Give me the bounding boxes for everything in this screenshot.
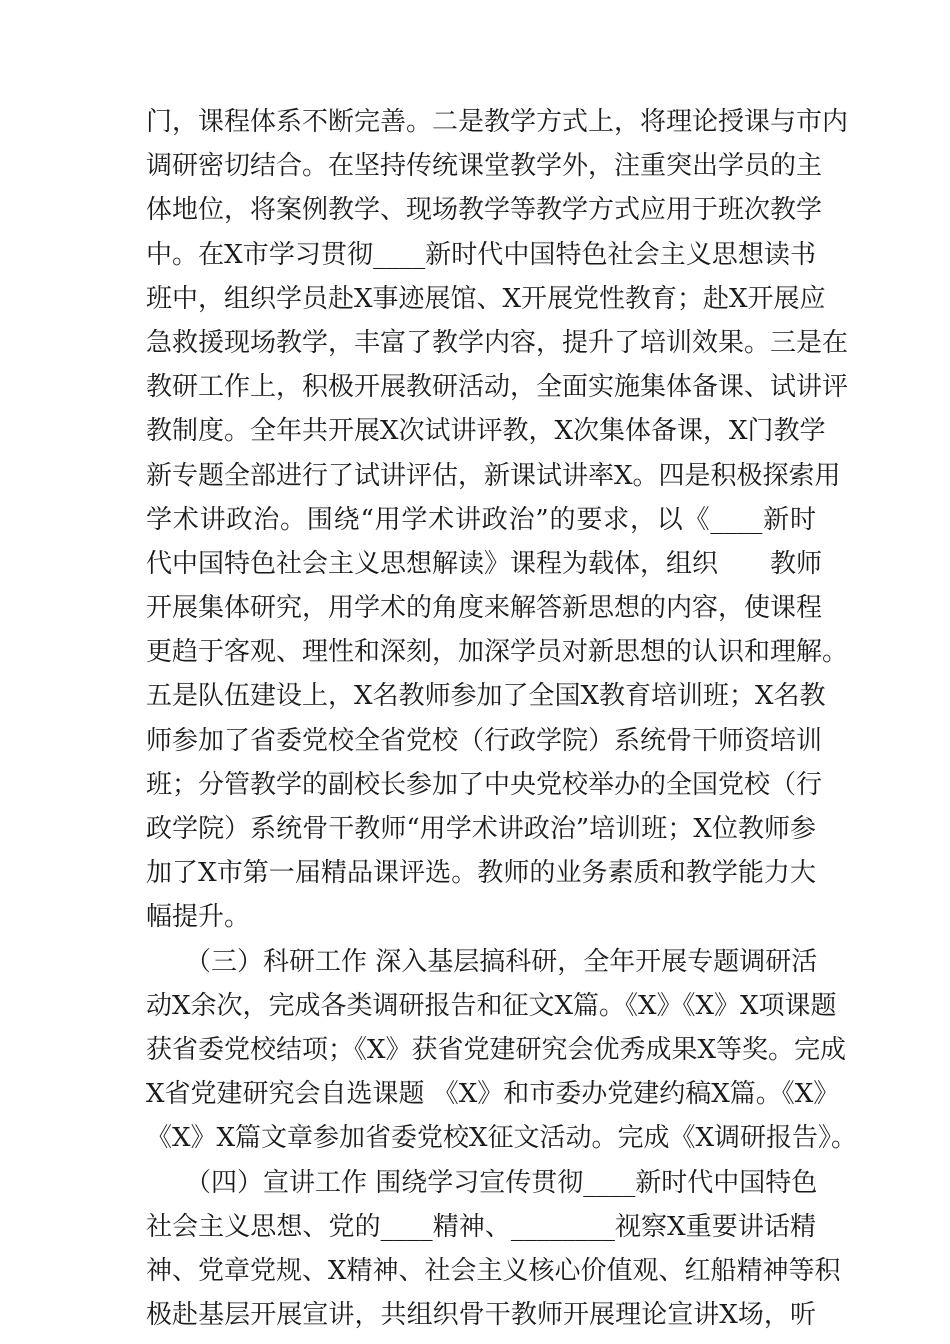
text-line: 五是队伍建设上，X名教师参加了全国X教育培训班；X名教 — [146, 681, 826, 712]
text-line: 《X》X篇文章参加省委党校X征文活动。完成《X调研报告》。 — [146, 1123, 858, 1154]
text-line: 中。在X市学习贯彻____新时代中国特色社会主义思想读书 — [146, 239, 816, 270]
text-line: 获省委党校结项；《X》获省党建研究会优秀成果X等奖。完成 — [146, 1034, 847, 1065]
text-line: 教制度。全年共开展X次试讲评教，X次集体备课，X门教学 — [146, 416, 826, 447]
text-line: 更趋于客观、理性和深刻，加深学员对新思想的认识和理解。 — [146, 637, 849, 668]
text-line: 班；分管教学的副校长参加了中央党校举办的全国党校（行 — [146, 769, 823, 800]
text-line: 社会主义思想、党的____精神、________视察X重要讲话精 — [146, 1211, 816, 1242]
text-line: 教研工作上，积极开展教研活动，全面实施集体备课、试讲评 — [146, 372, 849, 403]
text-line: 加了X市第一届精品课评选。教师的业务素质和教学能力大 — [146, 858, 816, 889]
text-line: 动X余次，完成各类调研报告和征文X篇。《X》《X》X项课题 — [146, 990, 837, 1021]
text-line: 代中国特色社会主义思想解读》课程为载体，组织 教师 — [146, 548, 823, 579]
text-line: X省党建研究会自选课题 《X》和市委办党建约稿X篇。《X》 — [146, 1079, 840, 1110]
section-heading-line: （四）宣讲工作 围绕学习宣传贯彻____新时代中国特色 — [146, 1167, 818, 1198]
body-text — [146, 100, 858, 1337]
text-line: 极赴基层开展宣讲，共组织骨干教师开展理论宣讲X场，听 — [146, 1300, 816, 1331]
text-line: 新专题全部进行了试讲评估，新课试讲率X。四是积极探索用 — [146, 460, 841, 491]
text-line: 急救援现场教学，丰富了教学内容，提升了培训效果。三是在 — [146, 327, 849, 358]
text-line: 政学院）系统骨干教师“用学术讲政治”培训班；X位教师参 — [146, 814, 816, 844]
section-heading-line: （三）科研工作 深入基层搞科研，全年开展专题调研活 — [146, 946, 818, 977]
text-line: 调研密切结合。在坚持传统课堂教学外，注重突出学员的主 — [146, 151, 823, 182]
text-line: 学术讲政治。围绕“用学术讲政治”的要求，以《____新时 — [146, 504, 816, 535]
text-line: 幅提升。 — [146, 902, 251, 933]
text-line: 门，课程体系不断完善。二是教学方式上，将理论授课与市内 — [146, 107, 849, 137]
text-line: 体地位，将案例教学、现场教学等教学方式应用于班次教学 — [146, 195, 823, 226]
text-line: 开展集体研究，用学术的角度来解答新思想的内容，使课程 — [146, 593, 823, 624]
text-line: 班中，组织学员赴X事迹展馆、X开展党性教育；赴X开展应 — [146, 283, 826, 314]
text-line: 神、党章党规、X精神、社会主义核心价值观、红船精神等积 — [146, 1255, 841, 1286]
text-line: 师参加了省委党校全省党校（行政学院）系统骨干师资培训 — [146, 725, 823, 756]
